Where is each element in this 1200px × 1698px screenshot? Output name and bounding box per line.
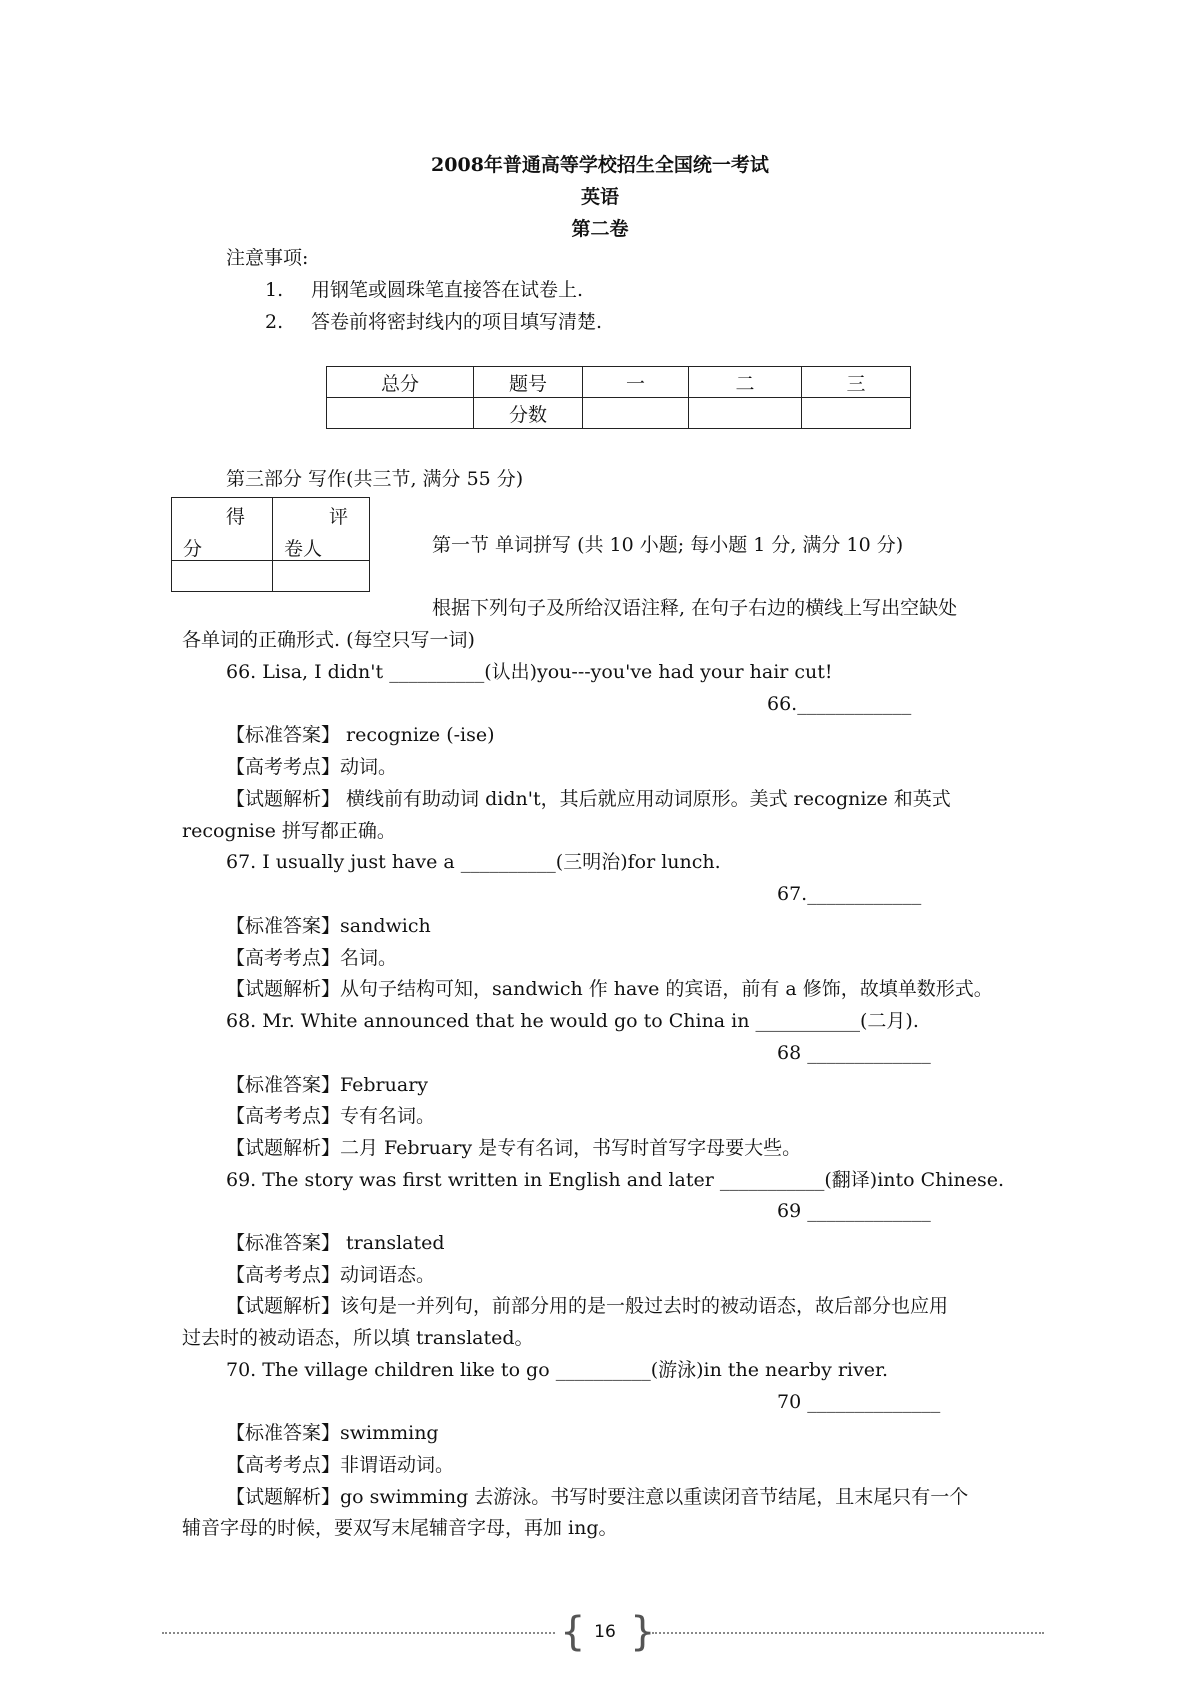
score-table-cell (689, 398, 802, 429)
notice-item-text: 答卷前将密封线内的项目填写清楚. (311, 311, 603, 333)
footer-rule-left (162, 1632, 555, 1634)
question-text: 67. I usually just have a __________(三明治)for lunch. (226, 851, 721, 873)
standard-answer: 【标准答案】sandwich (226, 915, 431, 937)
right-brace-icon: } (630, 1609, 656, 1655)
grader-cell (172, 561, 273, 592)
notice-heading: 注意事项: (226, 247, 309, 269)
part3-heading: 第三部分 写作(共三节, 满分 55 分) (226, 468, 524, 490)
standard-answer: 【标准答案】 translated (226, 1232, 445, 1254)
analysis-line: recognise 拼写都正确。 (182, 820, 396, 842)
exam-point: 【高考考点】动词。 (226, 756, 398, 778)
exam-point: 【高考考点】专有名词。 (226, 1105, 436, 1127)
answer-blank: 68 _____________ (777, 1042, 931, 1064)
grader-table (171, 497, 370, 592)
footer-rule-right (652, 1632, 1044, 1634)
score-table-cell: 二 (689, 367, 802, 398)
score-table-cell: 总分 (327, 367, 474, 398)
grader-label: 卷人 (284, 538, 323, 560)
exam-title: 2008年普通高等学校招生全国统一考试 (431, 154, 769, 176)
analysis-line: 【试题解析】从句子结构可知，sandwich 作 have 的宾语，前有 a 修饰，故填单数形式。 (226, 978, 993, 1000)
score-table-cell: 三 (802, 367, 911, 398)
standard-answer: 【标准答案】 recognize (-ise) (226, 724, 495, 746)
grader-cell-score (172, 498, 273, 561)
answer-blank: 70 ______________ (777, 1391, 941, 1413)
analysis-line: 辅音字母的时候，要双写末尾辅音字母，再加 ing。 (182, 1517, 618, 1539)
grader-cell (273, 561, 370, 592)
exam-volume: 第二卷 (571, 218, 629, 240)
instruction-line: 根据下列句子及所给汉语注释, 在句子右边的横线上写出空缺处 (432, 597, 958, 619)
analysis-line: 过去时的被动语态，所以填 translated。 (182, 1327, 534, 1349)
grader-cell-reviewer (273, 498, 370, 561)
exam-point: 【高考考点】名词。 (226, 947, 398, 969)
section1-heading: 第一节 单词拼写 (共 10 小题; 每小题 1 分, 满分 10 分) (432, 534, 904, 556)
grader-label: 得 (226, 506, 246, 528)
grader-label: 分 (183, 538, 203, 560)
question-text: 68. Mr. White announced that he would go to China in ___________(二月). (226, 1010, 919, 1032)
question-text: 66. Lisa, I didn't __________(认出)you---you've had your hair cut! (226, 661, 833, 683)
notice-item-num: 2. (265, 311, 284, 333)
notice-item-text: 用钢笔或圆珠笔直接答在试卷上. (311, 279, 584, 301)
answer-blank: 69 _____________ (777, 1200, 931, 1222)
score-table-cell (583, 398, 689, 429)
page-number: 16 (594, 1622, 616, 1642)
answer-blank: 67.____________ (777, 883, 922, 905)
exam-point: 【高考考点】非谓语动词。 (226, 1454, 455, 1476)
grader-label: 评 (329, 506, 349, 528)
exam-subject: 英语 (580, 186, 619, 208)
left-brace-icon: { (560, 1609, 586, 1655)
score-table-cell: 题号 (474, 367, 583, 398)
analysis-line: 【试题解析】 横线前有助动词 didn't，其后就应用动词原形。美式 recognize 和英式 (226, 788, 951, 810)
analysis-line: 【试题解析】该句是一并列句，前部分用的是一般过去时的被动语态，故后部分也应用 (226, 1295, 949, 1317)
score-table (326, 366, 911, 429)
score-table-cell (327, 398, 474, 429)
analysis-line: 【试题解析】go swimming 去游泳。书写时要注意以重读闭音节结尾，且末尾只有一个 (226, 1486, 969, 1508)
answer-blank: 66.____________ (767, 693, 912, 715)
question-text: 69. The story was first written in English and later ___________(翻译)into Chinese. (226, 1169, 1004, 1191)
exam-point: 【高考考点】动词语态。 (226, 1264, 436, 1286)
question-text: 70. The village children like to go __________(游泳)in the nearby river. (226, 1359, 889, 1381)
analysis-line: 【试题解析】二月 February 是专有名词，书写时首写字母要大些。 (226, 1137, 802, 1159)
notice-item-num: 1. (265, 279, 284, 301)
standard-answer: 【标准答案】swimming (226, 1422, 439, 1444)
score-table-cell: 分数 (474, 398, 583, 429)
score-table-cell (802, 398, 911, 429)
standard-answer: 【标准答案】February (226, 1074, 429, 1096)
instruction-line: 各单词的正确形式. (每空只写一词) (182, 629, 475, 651)
score-table-cell: 一 (583, 367, 689, 398)
